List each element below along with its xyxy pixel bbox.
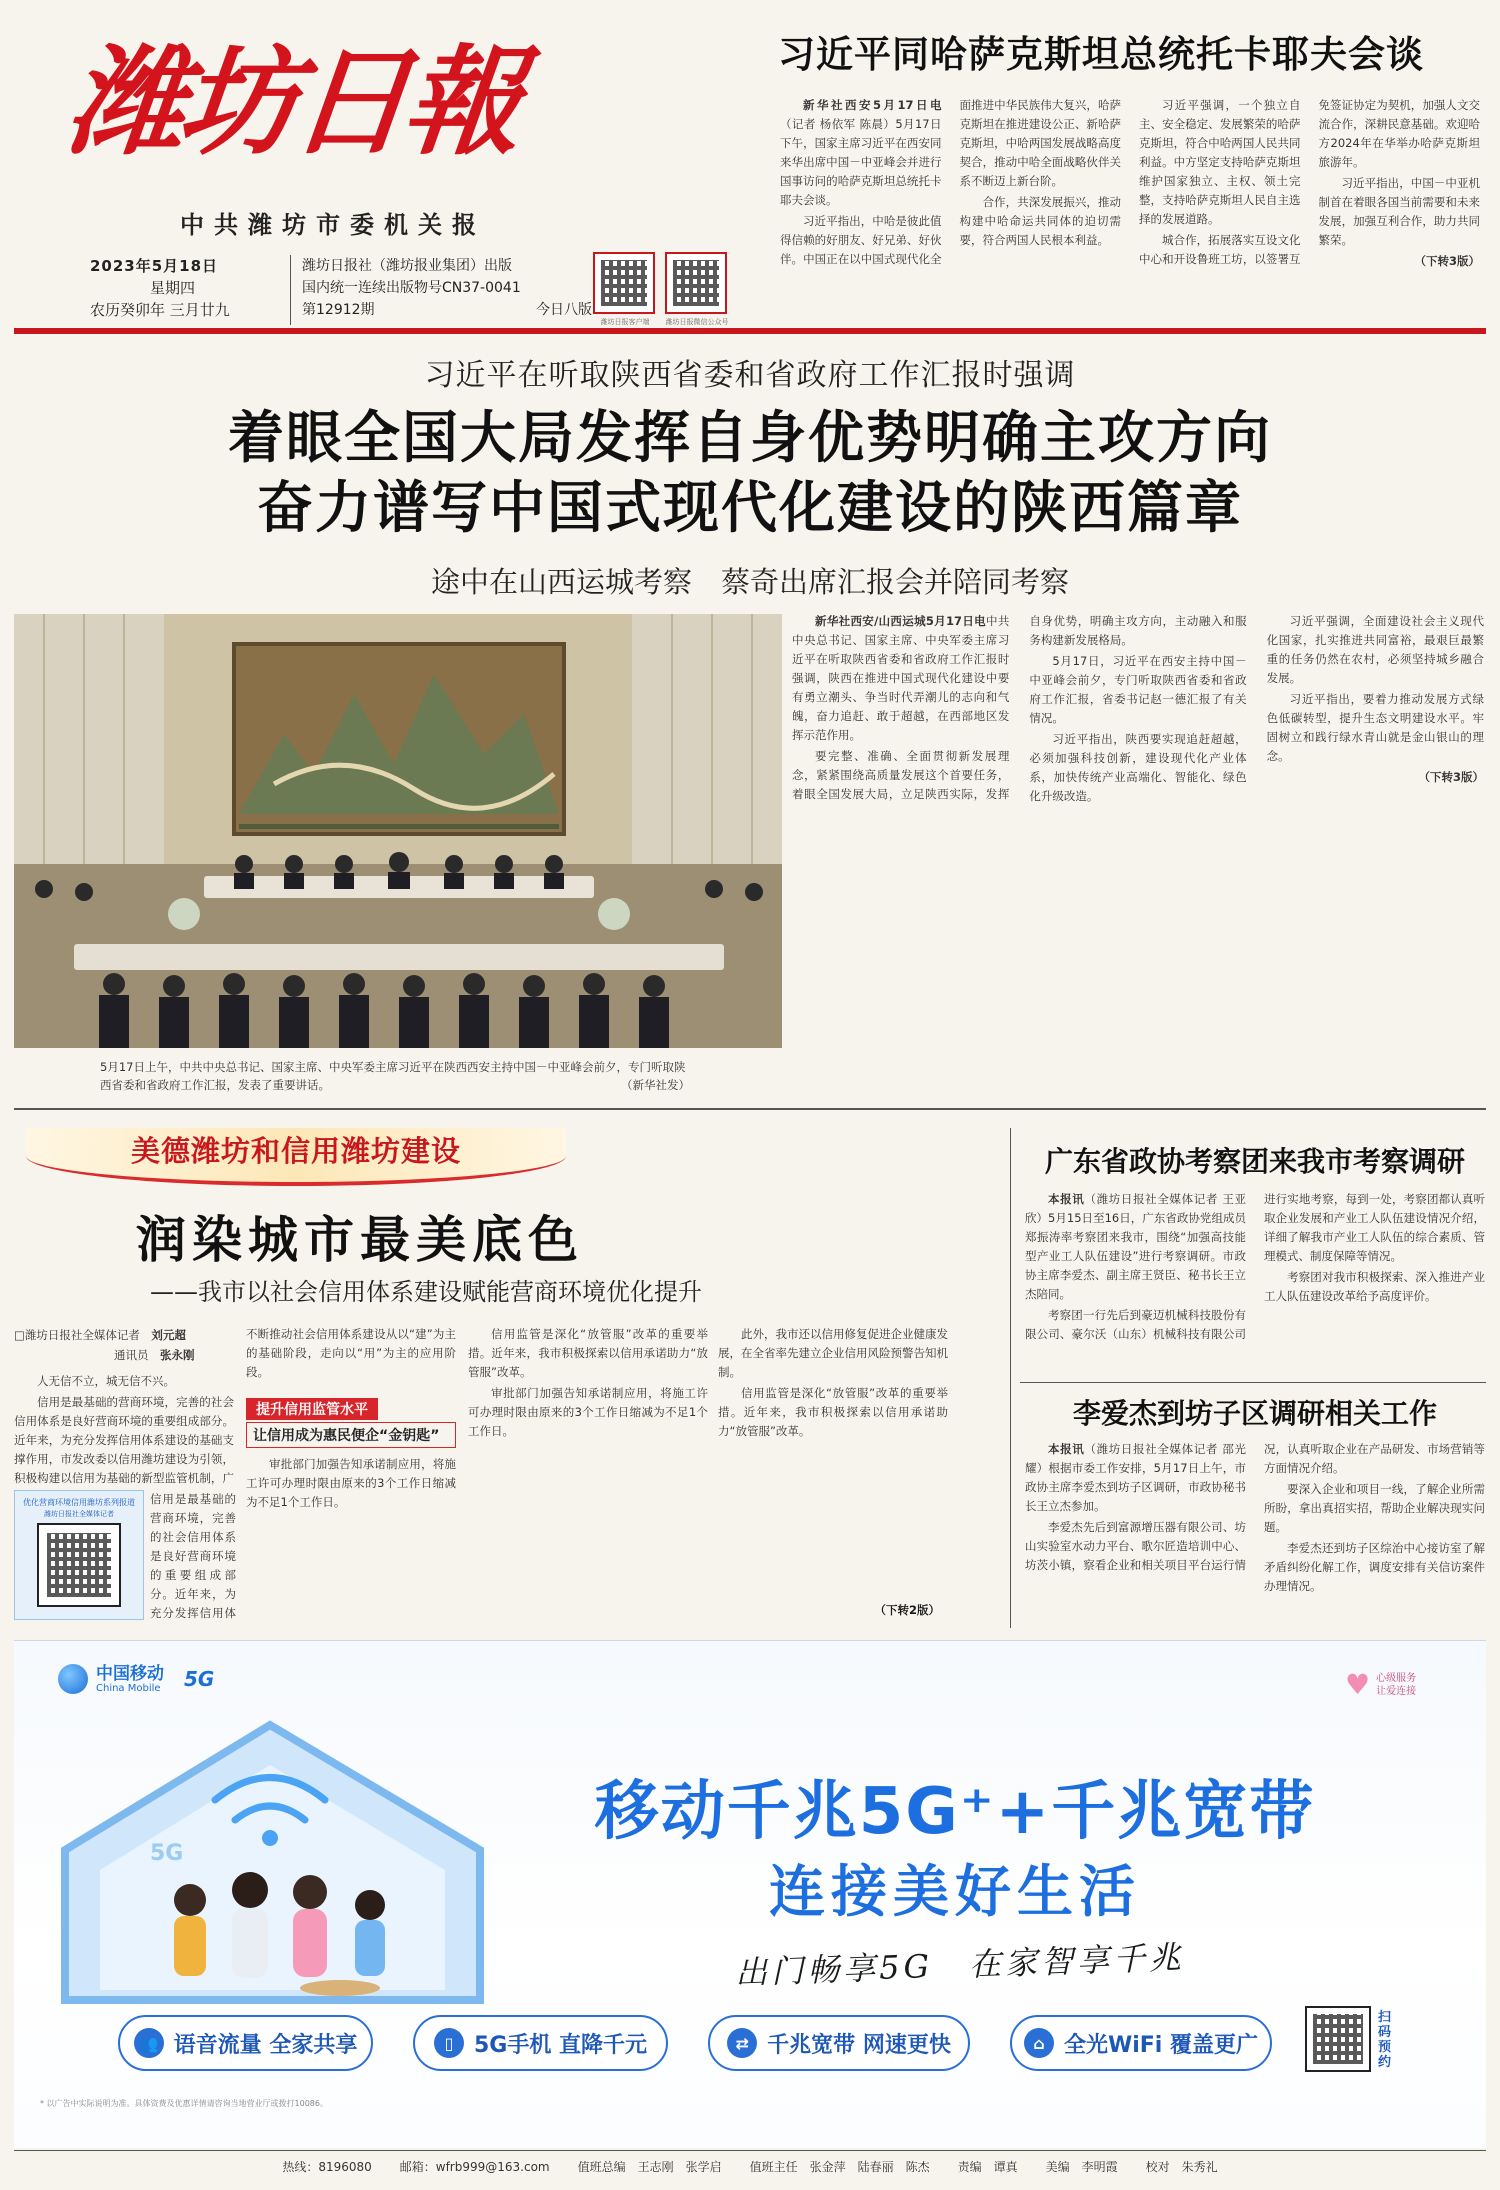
credit-paragraph: 人无信不立，城无信不兴。 [37,1374,175,1388]
top-story-paragraph: 习近平指出，中哈是彼此值得信赖的好朋友、好兄弟、好伙伴。中国正在以中国式现代化全面推进中华民族伟大复兴，哈萨克斯坦在推进建设公正、新哈萨克斯坦，中哈两国发展战略高度契合，推动中哈全面战略伙伴关系不断迈上新台阶。 [780,98,1121,266]
footer-chief-editor: 值班总编 王志刚 张学启 [577,2160,722,2174]
caption-text: 5月17日上午，中共中央总书记、国家主席、中央军委主席习近平在陕西西安主持中国－中亚峰会前夕，专门听取陕西省委和省政府工作汇报，发表了重要讲话。 [100,1060,686,1092]
house-wifi-icon: ⌂ [1024,2028,1054,2058]
credit-byline: □潍坊日报社全媒体记者 刘元超 通讯员 张永刚 [14,1328,195,1362]
credit-callout-box [246,1398,456,1450]
china-mobile-logo-icon [58,1664,88,1694]
svg-text:5G: 5G [150,1841,184,1866]
masthead-subtitle: 中共潍坊市委机关报 [180,211,486,239]
lead-photo-caption [100,1058,690,1094]
cppcc-body [1025,1190,1485,1375]
meeting-scene-illustration [14,614,782,1048]
lead-body [792,612,1484,1097]
issue-weekday: 星期四 [150,279,196,297]
heart-icon: ♥ [1345,1668,1371,1701]
cppcc-headline: 广东省政协考察团来我市考察调研 [1044,1145,1465,1178]
lead-paragraph: 要完整、准确、全面贯彻新发展理念，紧紧围绕高质量发展这个首要任务，着眼全国发展大局，立足陕西实际，发挥自身优势，明确主攻方向，主动融入和服务构建新发展格局。 [792,614,1247,801]
credit-body-col3 [468,1325,708,1620]
top-story-paragraph: 习近平指出，中国－中亚机制首在着眼各国当前需要和未来发展，加强互利合作，助力共同繁荣。 [1318,176,1480,247]
qr-label-app: 潍坊日报客户端 [600,318,650,326]
page-count: 今日八版 [536,302,592,318]
ad-title-line1: 移动千兆5G⁺+千兆宽带 [594,1775,1316,1849]
lead-paragraph: 习近平强调，全面建设社会主义现代化国家，扎实推进共同富裕，最艰巨最繁重的任务仍然在农村，必须坚持城乡融合发展。 [1266,614,1484,685]
lead-subhead: 途中在山西运城考察 蔡奇出席汇报会并陪同考察 [430,565,1069,599]
phone-icon: ▯ [434,2028,464,2058]
ad-slogan-line1: 心级服务 [1376,1672,1417,1684]
li-headline: 李爱杰到坊子区调研相关工作 [1072,1397,1437,1430]
lead-photo [14,614,782,1048]
top-story-body [780,96,1480,318]
reporter-name: 刘元超 [151,1328,186,1342]
credit-subhead: ——我市以社会信用体系建设赋能营商环境优化提升 [150,1278,702,1306]
qr-code-app[interactable] [593,252,655,314]
masthead-divider [290,255,291,325]
cppcc-paragraph: 考察团对我市积极探索、深入推进产业工人队伍建设改革给予高度评价。 [1264,1270,1485,1303]
credit-headline: 润染城市最美底色 [136,1210,584,1269]
continued-marker[interactable]: （下转3版） [1414,254,1480,268]
top-story-paragraph: 城合作，拓展落实互设文化中心和开设鲁班工坊，以签署互免签证协定为契机，加强人文交流合作，深耕民意基础。欢迎哈方2024年在华举办哈萨克斯坦旅游年。 [1139,98,1480,266]
credit-banner [26,1128,566,1186]
reporter-name: 张永刚 [160,1348,195,1362]
ad-button-5g-phone[interactable]: ▯ 5G手机 直降千元 [413,2015,668,2071]
ad-slogan [1345,1668,1416,1701]
cppcc-paragraph: 考察团一行先后到豪迈机械科技股份有限公司、豪尔沃（山东）机械科技有限公司进行实地考察，每到一处，考察团都认真听取企业发展和产业工人队伍建设情况介绍，详细了解我市产业工人队伍的综合素质、管理模式、制度保障等情况。 [1025,1192,1485,1341]
cppcc-paragraph: 本报讯（潍坊日报社全媒体记者 王亚欣）5月15日至16日，广东省政协党组成员郑振涛率考察团来我市，围绕“加强高技能型产业工人队伍建设”进行考察调研。市政协主席李爱杰、副主席王贤臣、秘书长王立杰陪同。 [1025,1192,1247,1301]
section-divider [14,1108,1486,1110]
issue-lunar: 农历癸卯年 三月廿九 [90,301,230,319]
footer-proof: 校对 朱秀礼 [1145,2160,1218,2174]
footer [14,2158,1486,2175]
broadband-icon: ⇄ [727,2028,757,2058]
credit-paragraph: 信用是最基础的营商环境，完善的社会信用体系是良好营商环境的重要组成部分。近年来，为充分发挥信用体系建设的基础支撑作用，市发改委以信用潍坊建设为引领，积极构建以信用为基础的新型监管机制，广 [14,1395,234,1485]
story-divider [1020,1382,1486,1383]
top-story-headline: 习近平同哈萨克斯坦总统托卡耶夫会谈 [778,32,1424,76]
masthead-red-rule [14,328,1486,334]
credit-qr-label: 优化营商环境信用潍坊系列报道 [23,1498,135,1507]
issue-number: 第12912期 [302,302,375,318]
continued-marker[interactable]: （下转2版） [874,1603,940,1617]
li-paragraph: 要深入企业和项目一线，了解企业所需所盼，拿出真招实招，帮助企业解决现实问题。 [1264,1482,1485,1534]
credit-paragraph: 信用监管是深化“放管服”改革的重要举措。近年来，我市积极探索以信用承诺助力“放管服”改革。 [468,1327,708,1379]
ad-button-broadband[interactable]: ⇄ 千兆宽带 网速更快 [708,2015,970,2071]
issue-date: 2023年5月18日 [90,257,219,275]
footer-hotline: 热线：8196080 [282,2160,372,2174]
top-story-paragraph: 习近平强调，一个独立自主、安全稳定、发展繁荣的哈萨克斯坦，符合中哈两国人民共同利益。中方坚定支持哈萨克斯坦维护国家独立、主权、领土完整，支持哈萨克斯坦人民自主选择的发展道路。 [1139,98,1301,226]
photo-credit: （新华社发） [621,1078,690,1092]
lead-lede: 新华社西安/山西运城5月17日电中共中央总书记、国家主席、中央军委主席习近平在听取陕西省委和省政府工作汇报时强调，陕西在推进中国式现代化建设中要有勇立潮头、争当时代弄潮儿的志向和气魄，奋力追赶、敢于超越，在西部地区发挥示范作用。 [792,614,1010,742]
family-icon: 👥 [134,2028,164,2058]
credit-body-col1 [14,1372,234,1490]
footer-editor: 责编 谭真 [957,2160,1018,2174]
ad-title-line2: 连接美好生活 [769,1860,1141,1925]
credit-paragraph: 信用是最基础的营商环境，完善的社会信用体系是良好营商环境的重要组成部分。近年来，为充分发挥信用体 [150,1492,236,1620]
li-paragraph: 李爱杰还到坊子区综治中心接访室了解矛盾纠纷化解工作，调度安排有关信访案件办理情况。 [1264,1541,1485,1593]
lead-headline-line2: 奋力谱写中国式现代化建设的陕西篇章 [257,475,1243,541]
masthead-info [90,255,290,321]
callout-title: 提升信用监管水平 [246,1398,378,1420]
lead-paragraph: 5月17日，习近平在西安主持中国－中亚峰会前夕，专门听取陕西省委和省政府工作汇报，省委书记赵一德汇报了有关情况。 [1029,654,1247,725]
qr-label-wechat: 潍坊日报微信公众号 [665,318,729,326]
ad-qr-code[interactable] [1305,2006,1371,2072]
top-story-lede: 新华社西安5月17日电（记者 杨依军 陈晨）5月17日下午，国家主席习近平在西安同来华出席中国－中亚峰会并进行国事访问的哈萨克斯坦总统托卡耶夫会谈。 [780,98,942,207]
ad-slogan-line2: 让爱连接 [1376,1685,1417,1697]
qr-code-wechat[interactable] [665,252,727,314]
top-story-paragraph: 合作，共深发展振兴，推动构建中哈命运共同体的迫切需要，符合两国人民根本利益。 [959,195,1121,247]
ad-qr-label: 扫码预约 [1378,2010,1392,2070]
ad-brand [58,1664,214,1694]
li-body [1025,1440,1485,1620]
column-divider [1010,1128,1011,1628]
footer-email: 邮箱：wfrb999@163.com [399,2160,550,2174]
publisher: 潍坊日报社（潍坊报业集团）出版 [302,258,512,274]
li-paragraph: 李爱杰先后到富源增压器有限公司、坊山实验室水动力平台、歌尔匠造培训中心、坊茨小镇，察看企业和相关项目平台运行情况，认真听取企业在产品研发、市场营销等方面情况介绍。 [1025,1442,1485,1572]
footer-designer: 美编 李明霞 [1045,2160,1118,2174]
ad-button-wifi[interactable]: ⌂ 全光WiFi 覆盖更广 [1010,2015,1272,2071]
ad-handwriting: 出门畅享5G 在家智享千兆 [734,1938,1186,1992]
credit-body-col2b [246,1455,456,1620]
masthead-logo: 潍坊日報 [60,32,524,171]
footer-rule [14,2150,1486,2151]
lead-paragraph: 习近平指出，陕西要实现追赶超越，必须加强科技创新，建设现代化产业体系，加快传统产业高端化、智能化、绿色化升级改造。 [1029,732,1247,803]
publisher-info [302,255,592,321]
credit-paragraph: 审批部门加强告知承诺制应用，将施工许可办理时限由原来的3个工作日缩减为不足1个工作日。 [246,1457,456,1509]
credit-paragraph: 审批部门加强告知承诺制应用，将施工许可办理时限由原来的3个工作日缩减为不足1个工作日。 [468,1386,708,1438]
credit-qr-code[interactable] [37,1523,121,1607]
cn-number: 国内统一连续出版物号CN37-0041 [302,280,521,296]
callout-subtitle: 让信用成为惠民便企“金钥匙” [246,1422,456,1448]
ad-brand-en: China Mobile [96,1682,161,1694]
ad-footnote: * 以广告中实际说明为准。具体资费及优惠详情请咨询当地营业厅或拨打10086。 [40,2099,328,2108]
ad-5g-badge: 5G [184,1667,215,1691]
lead-kicker: 习近平在听取陕西省委和省政府工作汇报时强调 [424,358,1076,393]
credit-paragraph: 不断推动社会信用体系建设从以“建”为主的基础阶段，走向以“用”为主的应用阶段。 [246,1327,456,1379]
credit-body-col1b [150,1490,236,1620]
li-paragraph: 本报讯（潍坊日报社全媒体记者 邵光耀）根据市委工作安排，5月17日上午，市政协主席李爱杰到坊子区调研，市政协秘书长王立杰参加。 [1025,1442,1247,1513]
credit-body-col4 [718,1325,948,1600]
credit-paragraph: 此外，我市还以信用修复促进企业健康发展，在全省率先建立企业信用风险预警告知机制。 [718,1327,948,1379]
ad-brand-name: 中国移动 [96,1663,164,1684]
lead-headline-line1: 着眼全国大局发挥自身优势明确主攻方向 [228,405,1272,471]
credit-qr-sublabel: 潍坊日报社全媒体记者 [44,1510,114,1518]
credit-qr-box[interactable] [14,1490,144,1620]
footer-director: 值班主任 张金萍 陆春丽 陈杰 [749,2160,930,2174]
lead-paragraph: 习近平指出，要着力推动发展方式绿色低碳转型，提升生态文明建设水平。牢固树立和践行绿水青山就是金山银山的理念。 [1266,692,1484,763]
credit-paragraph: 信用监管是深化“放管服”改革的重要举措。近年来，我市积极探索以信用承诺助力“放管服”改革。 [718,1386,948,1438]
continued-marker[interactable]: （下转3版） [1418,770,1484,784]
family-house-illustration [40,1700,510,2020]
ad-button-voice-data[interactable]: 👥 语音流量 全家共享 [118,2015,373,2071]
credit-banner-text: 美德潍坊和信用潍坊建设 [130,1134,461,1168]
credit-body-col2 [246,1325,456,1395]
